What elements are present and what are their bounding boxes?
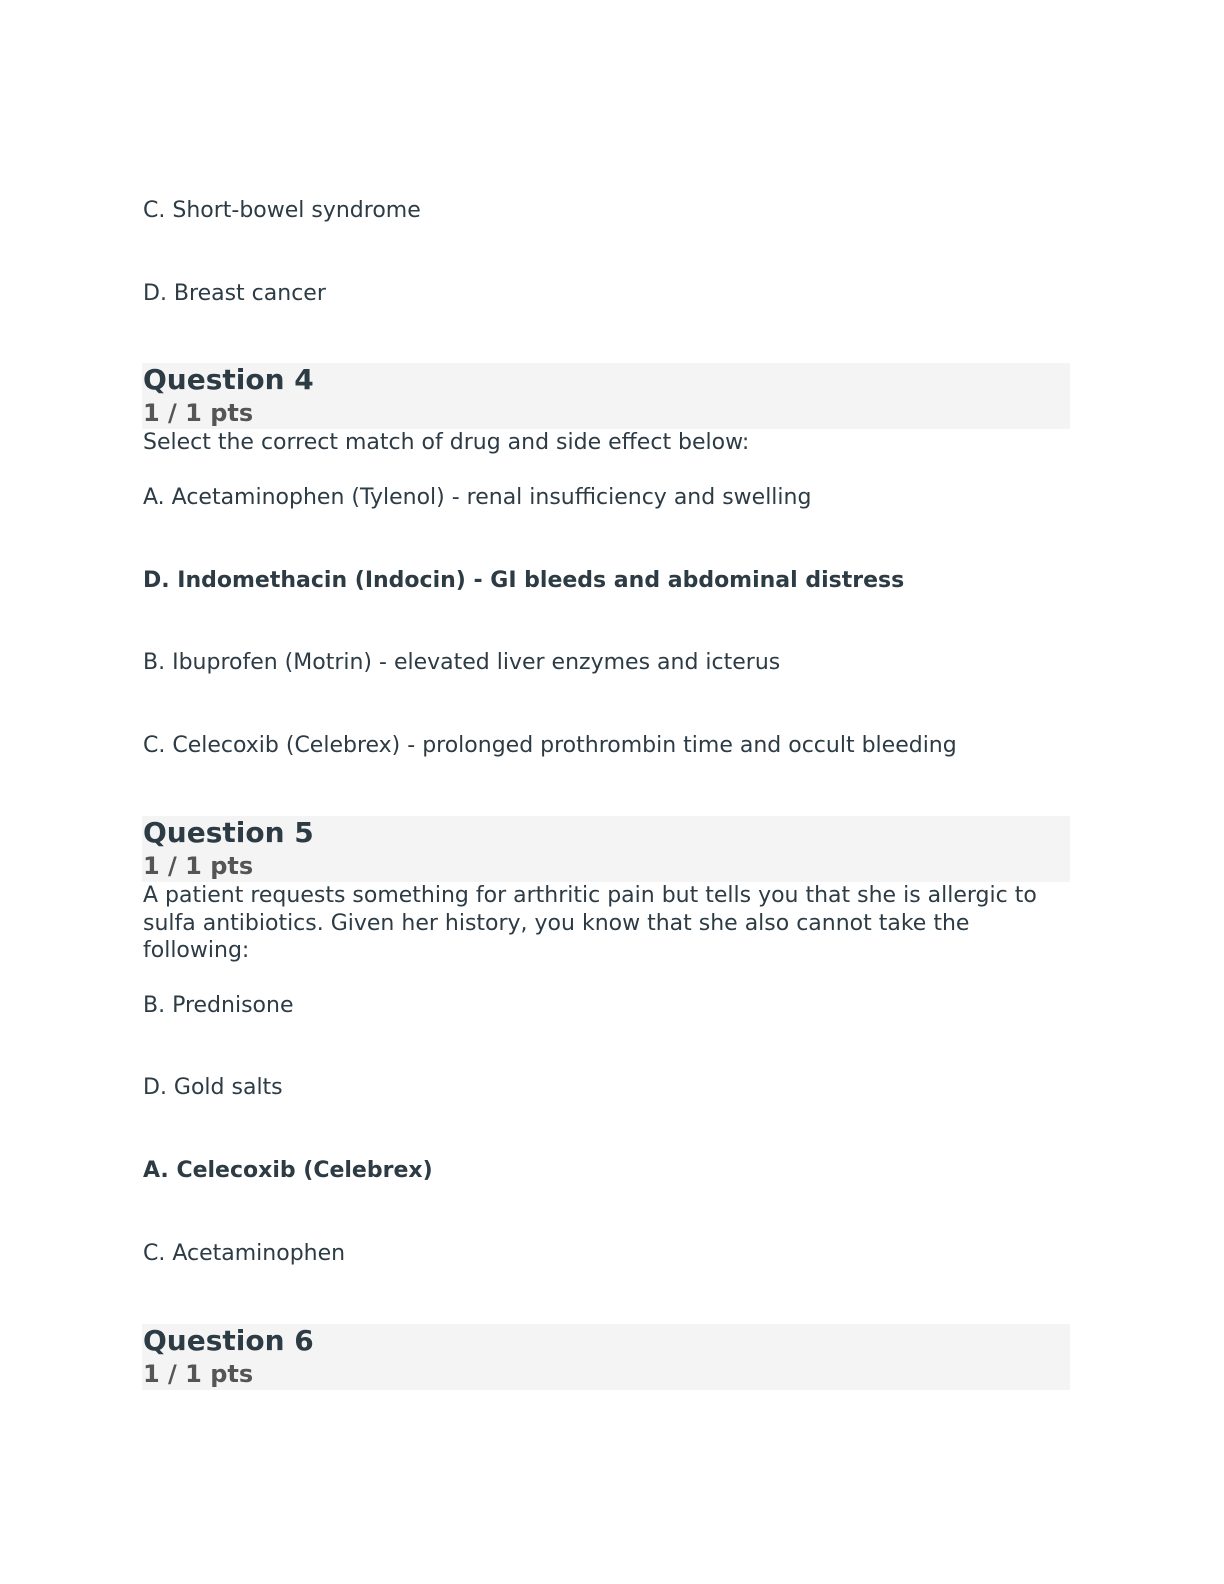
question-title: Question 4 — [143, 363, 314, 396]
answer-option: D. Gold salts — [143, 1075, 283, 1100]
answer-option: C. Short-bowel syndrome — [143, 198, 421, 223]
question-title: Question 6 — [143, 1324, 314, 1357]
question-points: 1 / 1 pts — [143, 852, 254, 880]
question-points: 1 / 1 pts — [143, 399, 254, 427]
correct-answer-option: A. Celecoxib (Celebrex) — [143, 1158, 433, 1183]
question-prompt: A patient requests something for arthritic pain but tells you that she is allergic to sulfa antibiotics. Given her history, you know that she also cannot take the following: — [143, 883, 1037, 963]
question-prompt: Select the correct match of drug and side effect below: — [143, 430, 750, 455]
answer-option: A. Acetaminophen (Tylenol) - renal insufficiency and swelling — [143, 485, 812, 510]
answer-option: B. Ibuprofen (Motrin) - elevated liver enzymes and icterus — [143, 650, 781, 675]
question-header-4 — [142, 363, 1070, 429]
answer-option: B. Prednisone — [143, 993, 294, 1018]
correct-answer-option: D. Indomethacin (Indocin) - GI bleeds and abdominal distress — [143, 568, 905, 593]
answer-option: C. Acetaminophen — [143, 1241, 346, 1266]
question-title: Question 5 — [143, 816, 314, 849]
answer-option: D. Breast cancer — [143, 281, 326, 306]
answer-option: C. Celecoxib (Celebrex) - prolonged prothrombin time and occult bleeding — [143, 733, 957, 758]
question-points: 1 / 1 pts — [143, 1360, 254, 1388]
question-header-5 — [142, 816, 1070, 882]
question-header-6 — [142, 1324, 1070, 1390]
